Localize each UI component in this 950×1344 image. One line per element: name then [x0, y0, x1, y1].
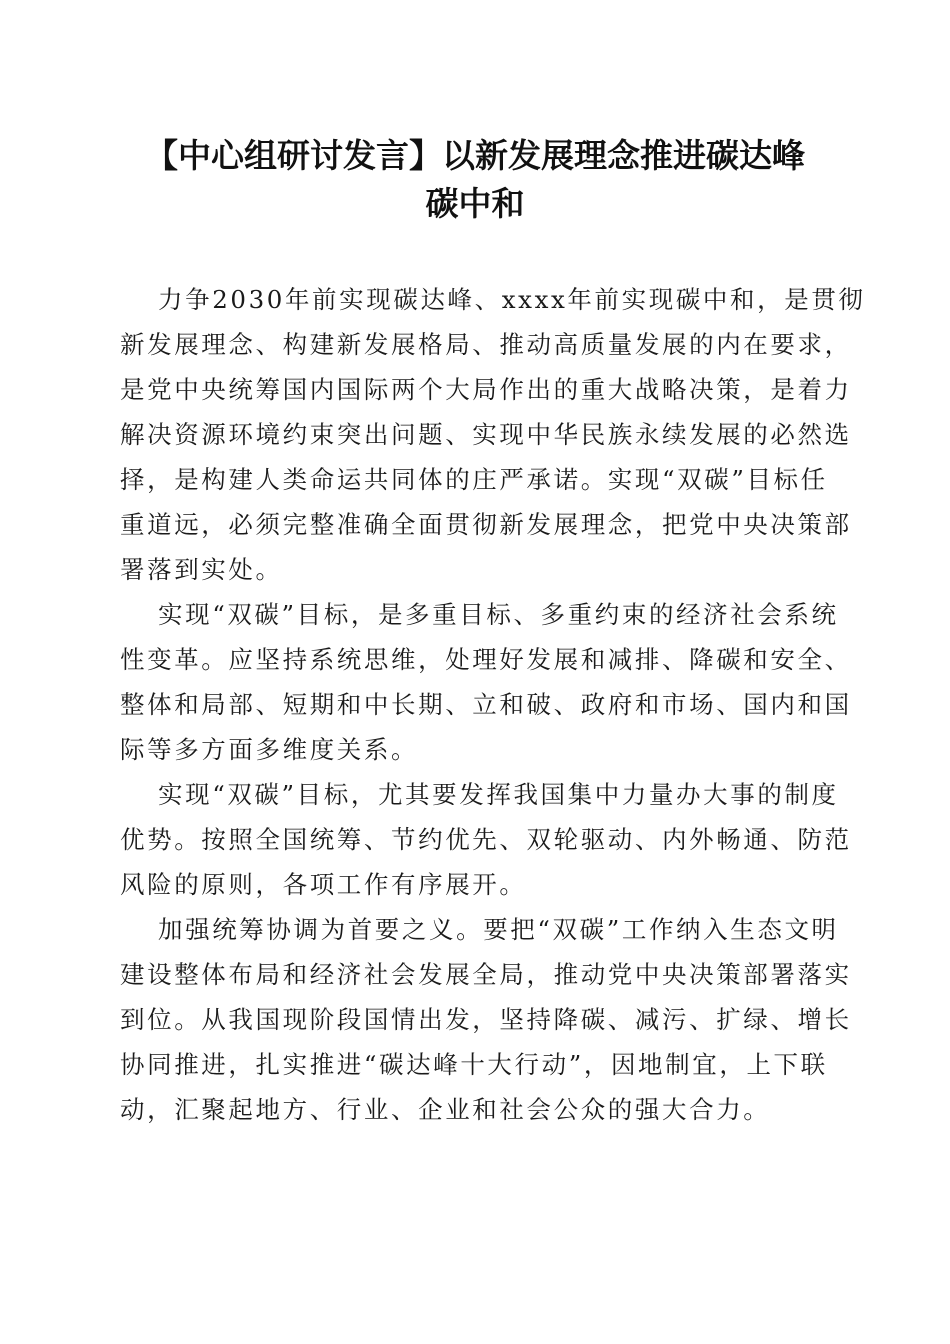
text-line: 整体和局部、短期和中长期、立和破、政府和市场、国内和国 [120, 690, 852, 719]
paragraph [120, 907, 852, 1132]
text-line: 际等多方面多维度关系。 [120, 735, 419, 764]
paragraph [120, 277, 866, 592]
text-line: 解决资源环境约束突出问题、实现中华民族永续发展的必然选 [120, 420, 852, 449]
text-line: 择，是构建人类命运共同体的庄严承诺。实现“双碳”目标任 [120, 465, 828, 494]
paragraph [120, 772, 852, 907]
paragraph [120, 592, 852, 772]
title-line: 碳中和 [425, 184, 525, 223]
text-line: 动，汇聚起地方、行业、企业和社会公众的强大合力。 [120, 1095, 771, 1124]
text-line: 到位。从我国现阶段国情出发，坚持降碳、减污、扩绿、增长 [120, 1005, 852, 1034]
text-line: 建设整体布局和经济社会发展全局，推动党中央决策部署落实 [120, 960, 852, 989]
text-line: 是党中央统筹国内国际两个大局作出的重大战略决策，是着力 [120, 375, 852, 404]
document-title [100, 132, 850, 228]
text-line: 实现“双碳”目标，是多重目标、多重约束的经济社会系统 [158, 600, 839, 629]
text-line: 实现“双碳”目标，尤其要发挥我国集中力量办大事的制度 [158, 780, 839, 809]
text-line: 优势。按照全国统筹、节约优先、双轮驱动、内外畅通、防范 [120, 825, 852, 854]
text-line: 署落到实处。 [120, 555, 283, 584]
text-line: 协同推进，扎实推进“碳达峰十大行动”，因地制宜，上下联 [120, 1050, 828, 1079]
text-line: 加强统筹协调为首要之义。要把“双碳”工作纳入生态文明 [158, 915, 839, 944]
text-line: 风险的原则，各项工作有序展开。 [120, 870, 527, 899]
text-line: 新发展理念、构建新发展格局、推动高质量发展的内在要求， [120, 330, 852, 359]
text-line: 力争2030年前实现碳达峰、xxxx年前实现碳中和，是贯彻 [158, 285, 866, 314]
document-body [120, 277, 866, 1132]
title-line: 【中心组研讨发言】以新发展理念推进碳达峰 [145, 136, 805, 175]
text-line: 重道远，必须完整准确全面贯彻新发展理念，把党中央决策部 [120, 510, 852, 539]
text-line: 性变革。应坚持系统思维，处理好发展和减排、降碳和安全、 [120, 645, 852, 674]
